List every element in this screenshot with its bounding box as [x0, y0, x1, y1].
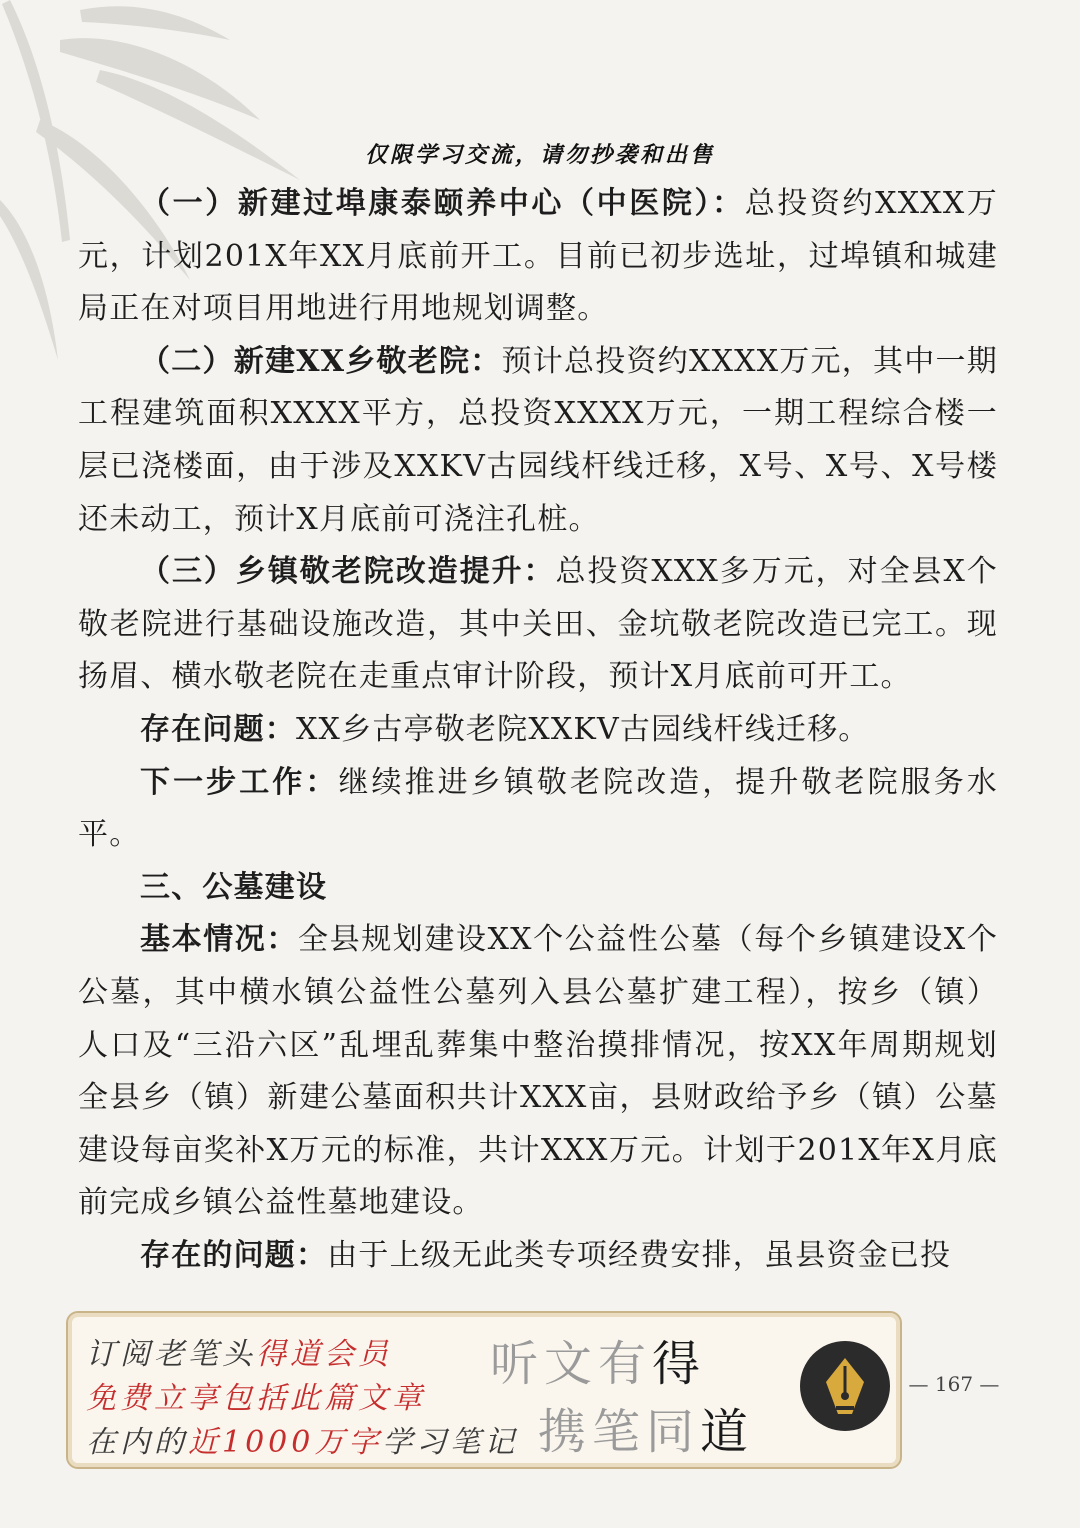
- banner-line-2: 免费立享包括此篇文章: [86, 1381, 426, 1416]
- banner-text: 学习笔记: [382, 1425, 519, 1460]
- paragraph-existing-problems: [78, 1230, 998, 1283]
- banner-text: 订阅老笔头: [86, 1337, 256, 1372]
- paragraph-text: 全县规划建设XX个公益性公墓（每个乡镇建设X个公墓，其中横水镇公益性公墓列入县公墓扩建工程），按乡（镇）人口及“三沿六区”乱埋乱葬集中整治摸排情况，按XX年周期规划全县乡（镇）新建公墓面积共计XXX亩，县财政给予乡（镇）公墓建设每亩奖补X万元的标准，共计XXX万元。计划于201X年X月底前完成乡镇公益性墓地建设。: [78, 922, 999, 1221]
- paragraph-text: 预计总投资约XXXX万元，其中一期工程建筑面积XXXX平方，总投资XXXX万元，一期工程综合楼一层已浇楼面，由于涉及XXKV古园线杆线迁移，X号、X号、X号楼还未动工，预计X月底前可浇注孔桩。: [78, 343, 998, 537]
- slogan-emphasis: 得: [652, 1336, 707, 1392]
- paragraph-label: （一）新建过埠康泰颐养中心（中医院）：: [140, 186, 745, 221]
- slogan-text: 携笔同: [538, 1404, 701, 1460]
- paragraph-label: （二）新建XX乡敬老院：: [140, 343, 502, 379]
- paragraph-nursing-home: [78, 336, 998, 546]
- document-body: [78, 178, 998, 1282]
- paragraph-next-steps: [78, 757, 998, 862]
- paragraph-label: 下一步工作：: [140, 764, 339, 800]
- paragraph-label: 存在的问题：: [140, 1237, 328, 1273]
- section-title: 三、公墓建设: [140, 869, 328, 905]
- paragraph-text: 继续推进乡镇敬老院改造，提升敬老院服务水平。: [78, 764, 999, 853]
- banner-highlight: 得道会员: [256, 1337, 392, 1372]
- paragraph-basic-situation: [78, 914, 998, 1230]
- banner-slogan-2: [538, 1393, 754, 1462]
- paragraph-label: 基本情况：: [140, 922, 298, 958]
- paragraph-text: XX乡古亭敬老院XXKV古园线杆线迁移。: [296, 711, 870, 747]
- watermark-notice: 仅限学习交流，请勿抄袭和出售: [364, 142, 715, 168]
- fountain-pen-nib-icon: [800, 1341, 890, 1431]
- banner-line-3: [86, 1417, 518, 1461]
- banner-slogan-1: [490, 1325, 706, 1394]
- subscription-banner[interactable]: [66, 1311, 902, 1469]
- paragraph-text: 由于上级无此类专项经费安排，虽县资金已投: [327, 1237, 952, 1273]
- paragraph-elderly-center: [78, 178, 998, 336]
- banner-text: 在内的: [86, 1425, 188, 1460]
- paragraph-label: 存在问题：: [140, 711, 296, 747]
- paragraph-renovation: [78, 546, 998, 704]
- paragraph-label: （三）乡镇敬老院改造提升：: [140, 554, 556, 590]
- section-heading: [78, 862, 998, 915]
- page-number: — 167 —: [908, 1372, 1000, 1396]
- paragraph-text: 总投资XXX多万元，对全县X个敬老院进行基础设施改造，其中关田、金坑敬老院改造已完工。现扬眉、横水敬老院在走重点审计阶段，预计X月底前可开工。: [78, 554, 998, 695]
- paragraph-problems: [78, 704, 998, 757]
- slogan-emphasis: 道: [700, 1404, 755, 1460]
- banner-line-1: [86, 1329, 392, 1373]
- banner-highlight: 近1000万字: [188, 1425, 383, 1460]
- slogan-text: 听文有: [490, 1336, 653, 1392]
- paragraph-text: 总投资约XXXX万元，计划201X年XX月底前开工。目前已初步选址，过埠镇和城建局正在对项目用地进行用地规划调整。: [78, 186, 998, 327]
